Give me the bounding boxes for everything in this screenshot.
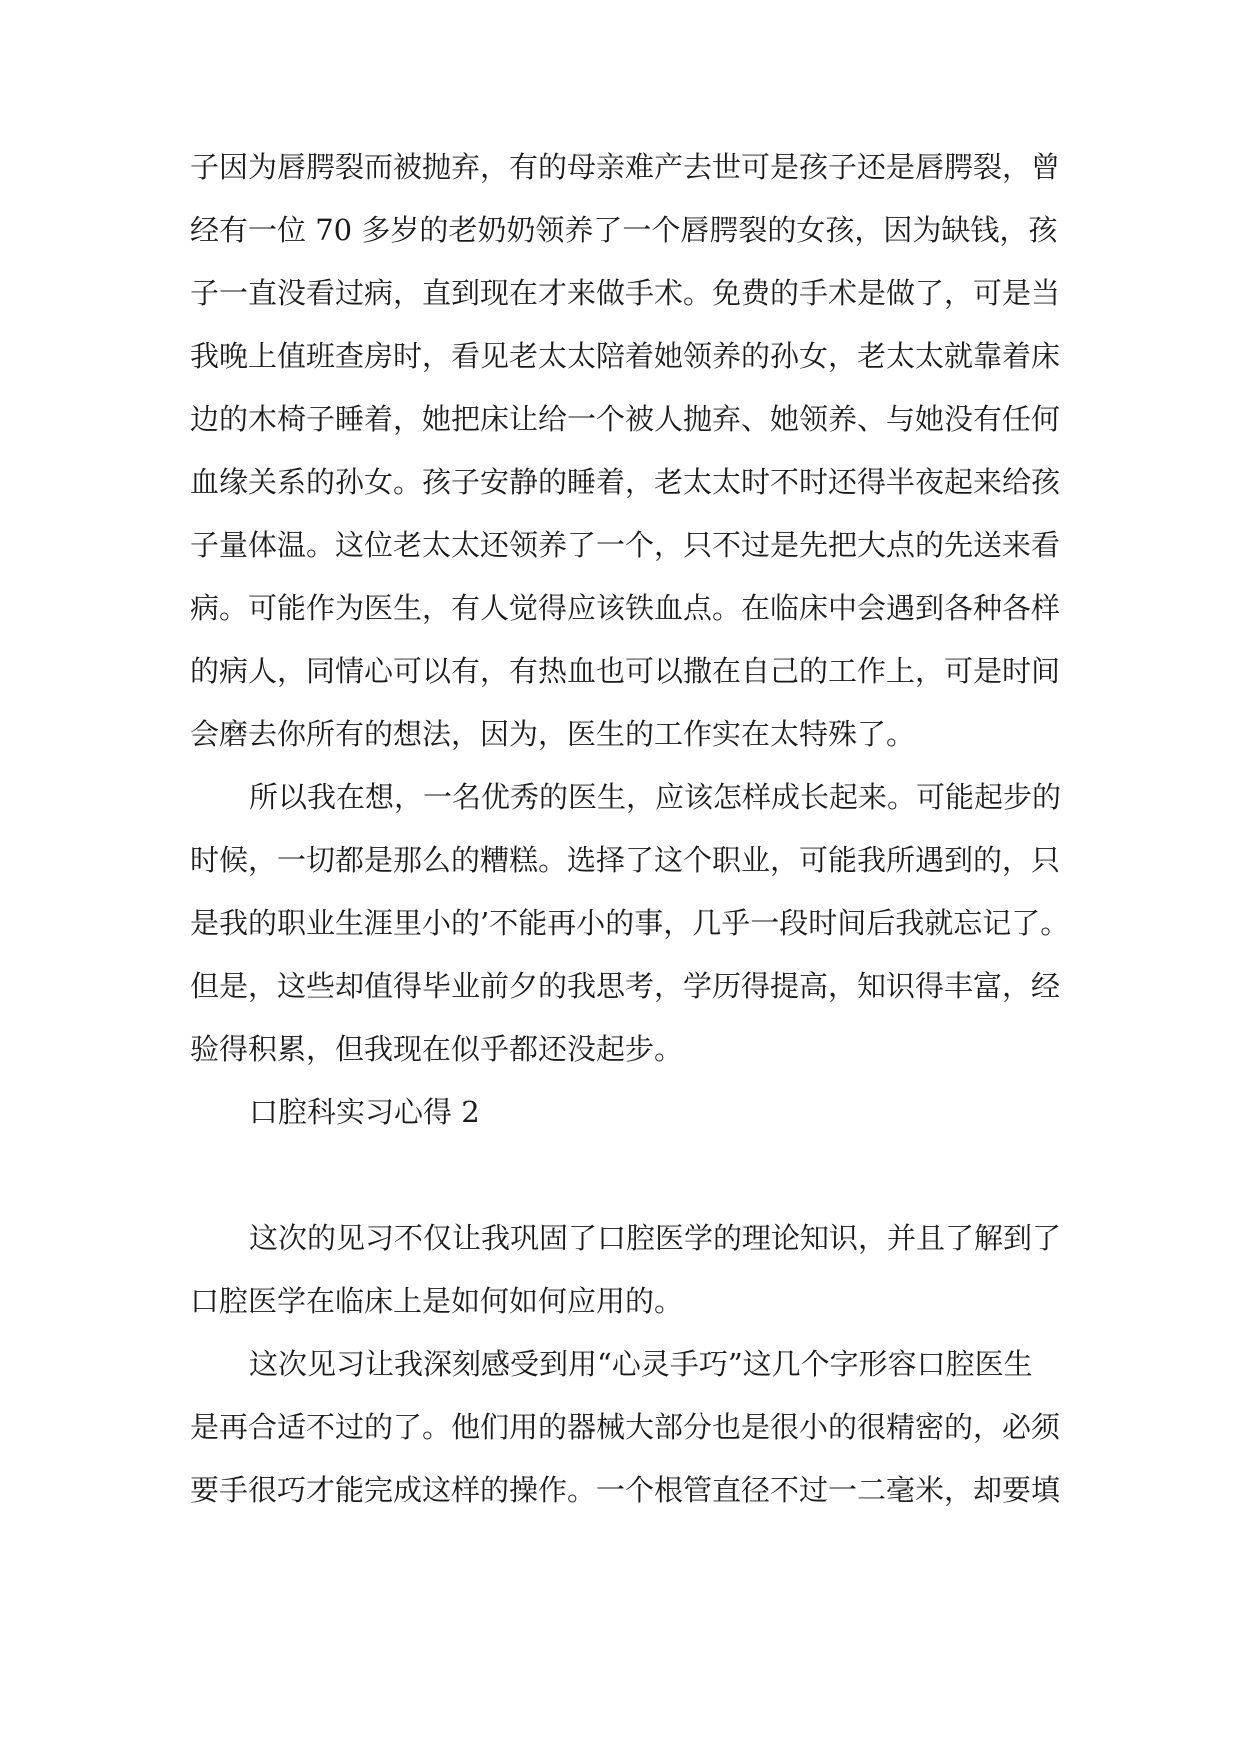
paragraph-line: 所以我在想，一名优秀的医生，应该怎样成长起来。可能起步的 — [249, 780, 1062, 814]
paragraph-line: 我晚上值班查房时，看见老太太陪着她领养的孙女，老太太就靠着床 — [190, 339, 1061, 373]
paragraph-line: 边的木椅子睡着，她把床让给一个被人抛弃、她领养、与她没有任何 — [190, 402, 1061, 436]
paragraph-line: 经有一位 70 多岁的老奶奶领养了一个唇腭裂的女孩，因为缺钱，孩 — [190, 213, 1058, 247]
paragraph-line: 验得积累，但我现在似乎都还没起步。 — [190, 1032, 684, 1066]
paragraph-line: 子因为唇腭裂而被抛弃，有的母亲难产去世可是孩子还是唇腭裂，曾 — [190, 150, 1061, 184]
paragraph-line: 要手很巧才能完成这样的操作。一个根管直径不过一二毫米，却要填 — [190, 1473, 1061, 1507]
paragraph-line: 是我的职业生涯里小的’不能再小的事，几乎一段时间后我就忘记了。 — [190, 906, 1070, 940]
paragraph-line: 的病人，同情心可以有，有热血也可以撒在自己的工作上，可是时间 — [190, 654, 1061, 688]
paragraph-line: 口腔医学在临床上是如何如何应用的。 — [190, 1284, 684, 1318]
section-heading: 口腔科实习心得 2 — [249, 1095, 480, 1129]
paragraph-line: 子量体温。这位老太太还领养了一个，只不过是先把大点的先送来看 — [190, 528, 1061, 562]
paragraph-line: 血缘关系的孙女。孩子安静的睡着，老太太时不时还得半夜起来给孩 — [190, 465, 1061, 499]
paragraph-line: 这次的见习不仅让我巩固了口腔医学的理论知识，并且了解到了 — [249, 1221, 1062, 1255]
paragraph-line: 会磨去你所有的想法，因为，医生的工作实在太特殊了。 — [190, 717, 916, 751]
paragraph-line: 时候，一切都是那么的糟糕。选择了这个职业，可能我所遇到的，只 — [190, 843, 1061, 877]
paragraph-line: 病。可能作为医生，有人觉得应该铁血点。在临床中会遇到各种各样 — [190, 591, 1061, 625]
paragraph-line: 子一直没看过病，直到现在才来做手术。免费的手术是做了，可是当 — [190, 276, 1061, 310]
paragraph-line: 是再合适不过的了。他们用的器械大部分也是很小的很精密的，必须 — [190, 1410, 1061, 1444]
paragraph-line: 但是，这些却值得毕业前夕的我思考，学历得提高，知识得丰富，经 — [190, 969, 1061, 1003]
paragraph-line: 这次见习让我深刻感受到用“心灵手巧”这几个字形容口腔医生 — [249, 1347, 1033, 1381]
